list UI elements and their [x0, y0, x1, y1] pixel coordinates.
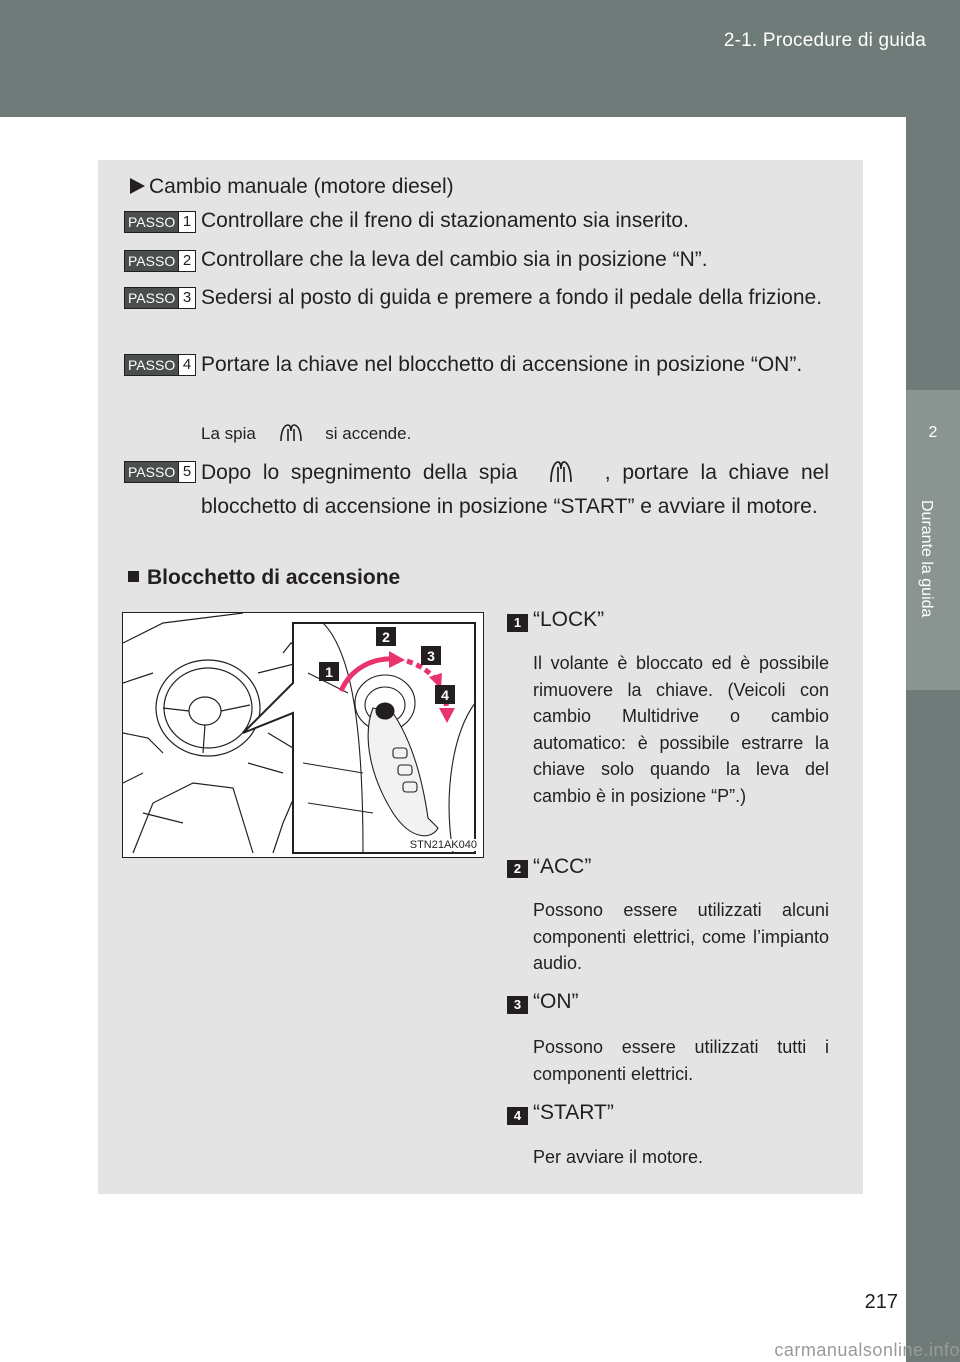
- step-badge-label: PASSO: [128, 253, 176, 269]
- step-5-text-before: Dopo lo spegnimento della spia: [201, 461, 518, 484]
- step-badge-2: [124, 250, 196, 272]
- item-desc-1: Il volante è bloccato ed è possibile rimuovere la chiave. (Veicoli con cambio Multidrive o cambio automatico: è possibile estrarre la chiave solo quando la leva del cambio è in posizione “P”.): [533, 653, 829, 806]
- triangle-bullet-icon: [130, 178, 145, 194]
- step-badge-number: 2: [178, 251, 195, 271]
- step-badge-number: 3: [178, 288, 195, 308]
- watermark: carmanualsonline.info: [774, 1340, 960, 1360]
- step-badge-label: PASSO: [128, 290, 176, 306]
- step-badge-label: PASSO: [128, 214, 176, 230]
- section-title-text: Blocchetto di accensione: [147, 566, 401, 589]
- item-title-3: “ON”: [533, 990, 579, 1013]
- chapter-side-tab: [906, 117, 960, 1362]
- step-badge-number: 1: [178, 212, 195, 232]
- item-desc-2: Possono essere utilizzati alcuni componenti elettrici, come l’impianto audio.: [533, 900, 829, 973]
- item-badge-4: 4: [507, 1107, 528, 1125]
- step-text-5: [201, 456, 829, 524]
- indicator-note: [201, 421, 411, 445]
- item-title-4: “START”: [533, 1101, 614, 1124]
- intro-heading: [130, 175, 454, 199]
- step-text-3: Sedersi al posto di guida e premere a fondo il pedale della frizione.: [201, 286, 823, 309]
- item-badge-1: 1: [507, 614, 528, 632]
- step-text-4: Portare la chiave nel blocchetto di accensione in posizione “ON”.: [201, 353, 803, 376]
- note-after: si accende.: [325, 424, 412, 443]
- dashboard-drawing: [123, 613, 484, 858]
- section-title: [128, 566, 400, 590]
- page-header: [0, 0, 960, 117]
- step-badge-number: 4: [178, 355, 195, 375]
- item-badge-3: 3: [507, 996, 528, 1014]
- ignition-switch-illustration: [122, 612, 484, 858]
- step-text-1: Controllare che il freno di stazionamento sia inserito.: [201, 209, 689, 232]
- step-badge-number: 5: [178, 462, 195, 482]
- callout-1-label: 1: [325, 664, 333, 680]
- step-5-text-after: , portare la chiave nel blocchetto di accensione in posizione “START” e avviare il motore.: [201, 461, 829, 518]
- chapter-label-text: Durante la guida: [918, 500, 935, 618]
- square-bullet-icon: [128, 571, 139, 582]
- step-badge-4: [124, 354, 196, 376]
- figure-code: STN21AK040: [409, 839, 477, 851]
- note-before: La spia: [201, 424, 256, 443]
- item-title-2: “ACC”: [533, 855, 592, 878]
- step-badge-3: [124, 287, 196, 309]
- glow-plug-indicator-icon: [529, 458, 593, 486]
- page-number: 217: [864, 1291, 898, 1313]
- step-badge-5: [124, 461, 196, 483]
- step-text-2: Controllare che la leva del cambio sia in posizione “N”.: [201, 248, 708, 271]
- item-desc-3: Possono essere utilizzati tutti i componenti elettrici.: [533, 1037, 829, 1084]
- step-badge-label: PASSO: [128, 464, 176, 480]
- item-badge-2: 2: [507, 860, 528, 878]
- callout-3-label: 3: [427, 648, 435, 664]
- glow-plug-indicator-icon: [261, 421, 321, 445]
- callout-2-label: 2: [382, 629, 390, 645]
- step-badge-1: [124, 211, 196, 233]
- intro-text: Cambio manuale (motore diesel): [149, 175, 454, 198]
- step-badge-label: PASSO: [128, 357, 176, 373]
- item-desc-4: Per avviare il motore.: [533, 1147, 704, 1167]
- chapter-label: [917, 500, 939, 660]
- callout-4-label: 4: [441, 687, 449, 703]
- item-title-1: “LOCK”: [533, 608, 605, 631]
- header-title: 2-1. Procedure di guida: [723, 30, 926, 51]
- chapter-number: 2: [928, 424, 938, 441]
